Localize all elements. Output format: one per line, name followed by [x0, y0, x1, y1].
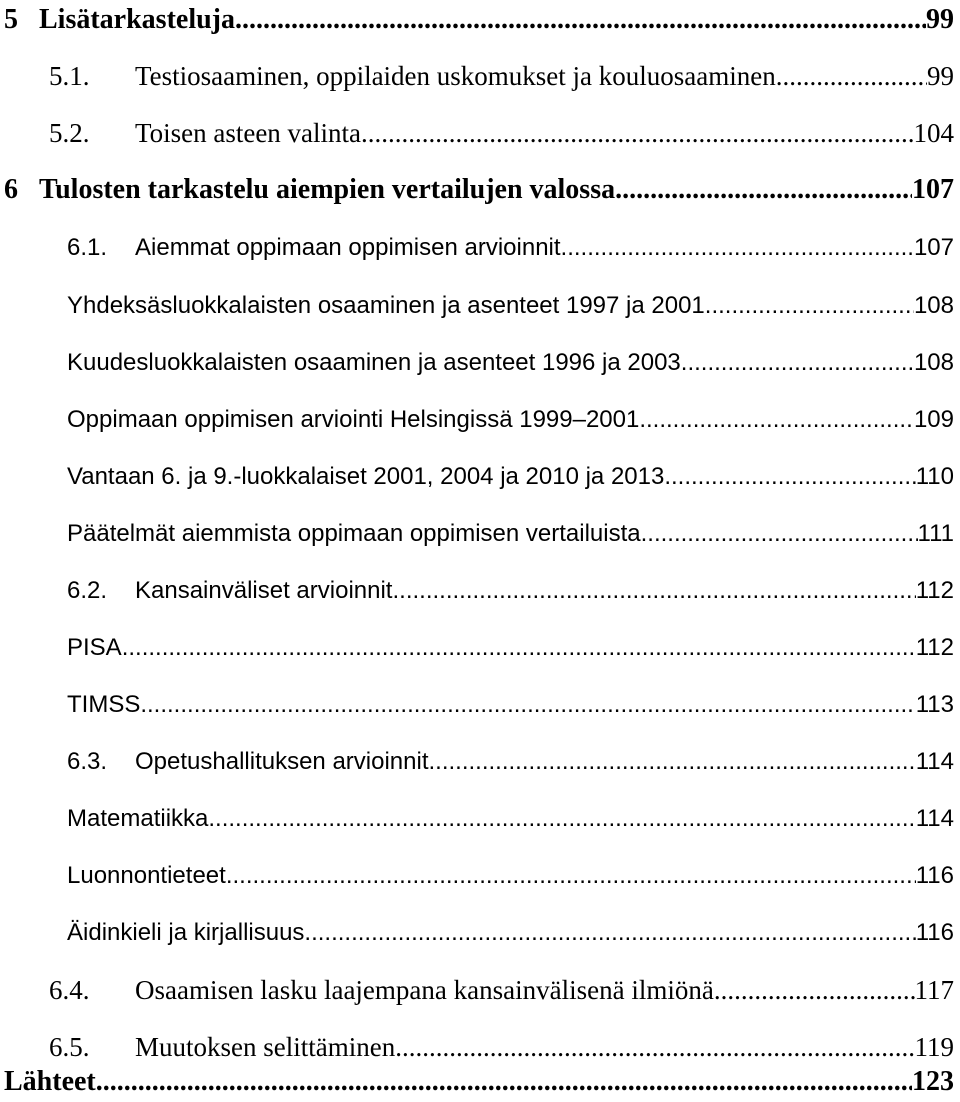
- toc-entry[interactable]: [67, 628, 954, 668]
- toc-entry[interactable]: [67, 457, 954, 497]
- toc-entry[interactable]: [67, 343, 954, 383]
- dot-leader: [705, 286, 914, 326]
- page-number: 113: [915, 691, 954, 718]
- dot-leader: [615, 170, 912, 210]
- toc-entry[interactable]: [67, 514, 954, 554]
- section-title: Testiosaaminen, oppilaiden uskomukset ja kouluosaaminen: [135, 61, 776, 91]
- page-number: 112: [915, 577, 954, 604]
- dot-leader: [776, 56, 927, 96]
- dot-leader: [392, 571, 915, 611]
- page-number: 116: [915, 919, 954, 946]
- section-title: Lisätarkasteluja: [39, 4, 235, 35]
- dot-leader: [681, 343, 914, 383]
- toc-entry[interactable]: [67, 856, 954, 896]
- toc-entry[interactable]: [4, 170, 954, 210]
- dot-leader: [561, 228, 914, 268]
- page-number: 114: [915, 748, 954, 775]
- section-number: 6.3.: [67, 748, 108, 775]
- page-number: 99: [927, 61, 954, 91]
- toc-entry[interactable]: [67, 913, 954, 953]
- section-title: Kansainväliset arvioinnit: [135, 577, 393, 604]
- dot-leader: [361, 113, 913, 153]
- dot-leader: [208, 799, 915, 839]
- section-title: Matematiikka: [67, 805, 209, 832]
- page-number: 108: [913, 292, 954, 319]
- section-number: 6.1.: [67, 234, 108, 261]
- toc-entry[interactable]: [49, 56, 954, 96]
- section-title: Aiemmat oppimaan oppimisen arvioinnit: [135, 234, 561, 261]
- toc-entry[interactable]: [49, 113, 954, 153]
- section-title: Tulosten tarkastelu aiempien vertailujen valossa: [39, 174, 616, 205]
- section-title: PISA: [67, 634, 122, 661]
- dot-leader: [226, 856, 916, 896]
- page-number: 114: [915, 805, 954, 832]
- page-number: 107: [913, 234, 954, 261]
- section-title: Vantaan 6. ja 9.-luokkalaiset 2001, 2004 ja 2010 ja 2013: [67, 463, 665, 490]
- section-number: 5.1.: [49, 61, 90, 91]
- page-number: 108: [913, 349, 954, 376]
- section-number: 6: [4, 174, 18, 205]
- toc-entry[interactable]: [67, 228, 954, 268]
- section-title: Luonnontieteet: [67, 862, 226, 889]
- toc-entry[interactable]: [67, 799, 954, 839]
- page-number: 99: [926, 4, 954, 35]
- dot-leader: [235, 0, 926, 40]
- dot-leader: [641, 514, 918, 554]
- section-title: TIMSS: [67, 691, 141, 718]
- dot-leader: [96, 1062, 912, 1102]
- section-number: 6.5.: [49, 1032, 90, 1062]
- section-number: 5: [4, 4, 18, 35]
- section-title: Opetushallituksen arvioinnit: [135, 748, 429, 775]
- toc-entry[interactable]: [49, 1027, 954, 1067]
- section-number: 6.4.: [49, 975, 90, 1005]
- page-number: 109: [913, 406, 954, 433]
- toc-entry[interactable]: [67, 685, 954, 725]
- section-number: 6.2.: [67, 577, 108, 604]
- page-number: 123: [912, 1066, 954, 1097]
- page-number: 116: [915, 862, 954, 889]
- page-number: 104: [913, 118, 954, 148]
- page-number: 112: [915, 634, 954, 661]
- toc-entry[interactable]: [49, 970, 954, 1010]
- section-title: Oppimaan oppimisen arviointi Helsingissä 1999–2001: [67, 406, 640, 433]
- section-title: Toisen asteen valinta: [135, 118, 362, 148]
- dot-leader: [395, 1027, 914, 1067]
- section-number: 5.2.: [49, 118, 90, 148]
- section-title: Muutoksen selittäminen: [135, 1032, 396, 1062]
- dot-leader: [714, 970, 915, 1010]
- toc-entry[interactable]: [4, 1062, 954, 1102]
- toc-entry[interactable]: [67, 286, 954, 326]
- page-number: 110: [915, 463, 954, 490]
- page-number: 117: [914, 975, 954, 1005]
- toc-entry[interactable]: [67, 400, 954, 440]
- page-number: 107: [912, 174, 954, 205]
- section-title: Kuudesluokkalaisten osaaminen ja asenteet 1996 ja 2003: [67, 349, 681, 376]
- section-title: Päätelmät aiemmista oppimaan oppimisen vertailuista: [67, 520, 641, 547]
- dot-leader: [639, 400, 914, 440]
- dot-leader: [122, 628, 916, 668]
- dot-leader: [304, 913, 915, 953]
- page-number: 111: [917, 520, 954, 547]
- section-title: Äidinkieli ja kirjallisuus: [67, 919, 305, 946]
- dot-leader: [140, 685, 915, 725]
- section-title: Yhdeksäsluokkalaisten osaaminen ja asenteet 1997 ja 2001: [67, 292, 705, 319]
- dot-leader: [664, 457, 915, 497]
- page-number: 119: [914, 1032, 954, 1062]
- toc-entry[interactable]: [67, 571, 954, 611]
- section-title: Osaamisen lasku laajempana kansainvälisenä ilmiönä: [135, 975, 714, 1005]
- toc-entry[interactable]: [67, 742, 954, 782]
- dot-leader: [429, 742, 916, 782]
- section-title: Lähteet: [4, 1066, 96, 1097]
- toc-entry[interactable]: [4, 0, 954, 40]
